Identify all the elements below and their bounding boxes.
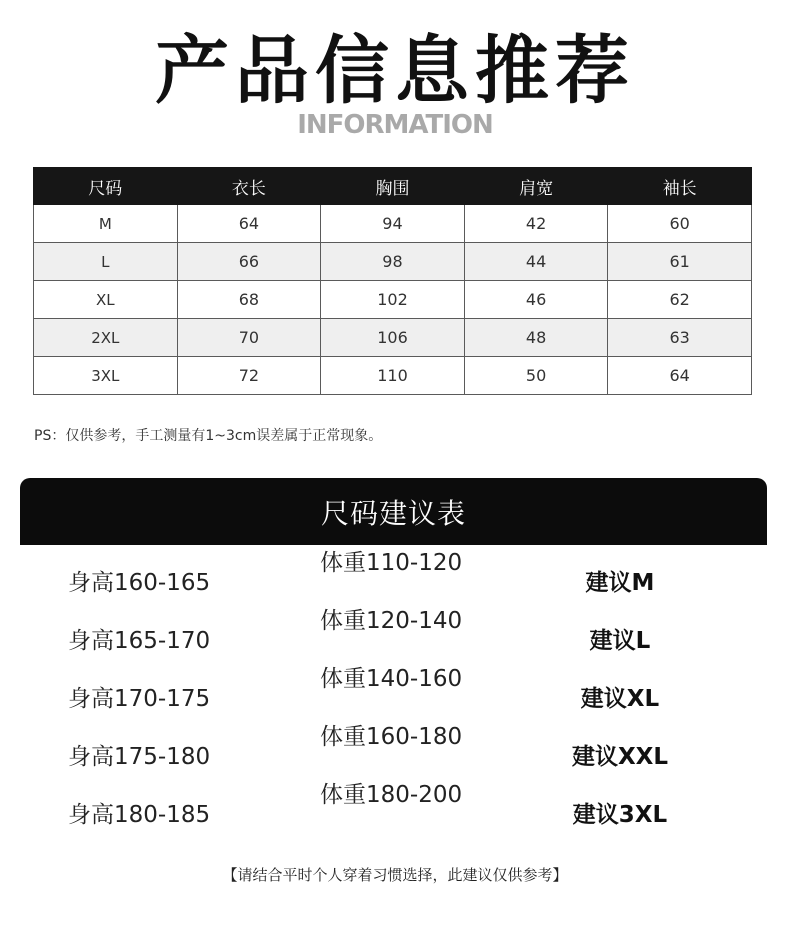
- cell-sleeve: 64: [608, 357, 752, 395]
- page-subtitle: INFORMATION: [297, 110, 493, 140]
- cell-size: 2XL: [34, 319, 178, 357]
- size-suggestion: 建议M: [585, 570, 655, 596]
- weight-range: 体重160-180: [320, 724, 463, 750]
- size-suggestion: 建议XL: [580, 686, 660, 712]
- cell-shoulder: 48: [464, 319, 608, 357]
- cell-chest: 106: [321, 319, 465, 357]
- table-row: [34, 357, 752, 395]
- cell-shoulder: 44: [464, 243, 608, 281]
- size-suggestion: 建议3XL: [572, 802, 668, 828]
- footer-note: 【请结合平时个人穿着习惯选择，此建议仅供参考】: [222, 866, 568, 884]
- cell-chest: 98: [321, 243, 465, 281]
- table-row: [34, 205, 752, 243]
- size-chart-table: [33, 167, 752, 395]
- recommendation-banner: [20, 478, 767, 545]
- height-range: 身高165-170: [68, 628, 211, 654]
- cell-size: L: [34, 243, 178, 281]
- cell-size: XL: [34, 281, 178, 319]
- height-range: 身高175-180: [68, 744, 211, 770]
- cell-sleeve: 60: [608, 205, 752, 243]
- table-row: [34, 281, 752, 319]
- size-suggestion: 建议XXL: [571, 744, 669, 770]
- cell-chest: 94: [321, 205, 465, 243]
- weight-range: 体重110-120: [320, 550, 463, 576]
- weight-range: 体重180-200: [320, 782, 463, 808]
- cell-length: 68: [177, 281, 321, 319]
- table-header-row: [34, 168, 752, 205]
- cell-shoulder: 46: [464, 281, 608, 319]
- cell-length: 64: [177, 205, 321, 243]
- cell-length: 66: [177, 243, 321, 281]
- cell-length: 70: [177, 319, 321, 357]
- weight-range: 体重120-140: [320, 608, 463, 634]
- height-range: 身高180-185: [68, 802, 211, 828]
- header-size: 尺码: [34, 168, 178, 205]
- cell-sleeve: 61: [608, 243, 752, 281]
- size-suggestion: 建议L: [589, 628, 651, 654]
- cell-sleeve: 63: [608, 319, 752, 357]
- weight-range: 体重140-160: [320, 666, 463, 692]
- cell-length: 72: [177, 357, 321, 395]
- measurement-note: PS：仅供参考，手工测量有1~3cm误差属于正常现象。: [34, 428, 383, 444]
- table-row: [34, 243, 752, 281]
- cell-size: M: [34, 205, 178, 243]
- cell-size: 3XL: [34, 357, 178, 395]
- cell-shoulder: 50: [464, 357, 608, 395]
- height-range: 身高160-165: [68, 570, 211, 596]
- header-sleeve: 袖长: [608, 168, 752, 205]
- header-length: 衣长: [177, 168, 321, 205]
- header-shoulder: 肩宽: [464, 168, 608, 205]
- cell-chest: 102: [321, 281, 465, 319]
- cell-shoulder: 42: [464, 205, 608, 243]
- header-chest: 胸围: [321, 168, 465, 205]
- cell-sleeve: 62: [608, 281, 752, 319]
- cell-chest: 110: [321, 357, 465, 395]
- recommendation-title: 尺码建议表: [320, 497, 466, 530]
- page-title: 产品信息推荐: [155, 28, 635, 114]
- table-row: [34, 319, 752, 357]
- height-range: 身高170-175: [68, 686, 211, 712]
